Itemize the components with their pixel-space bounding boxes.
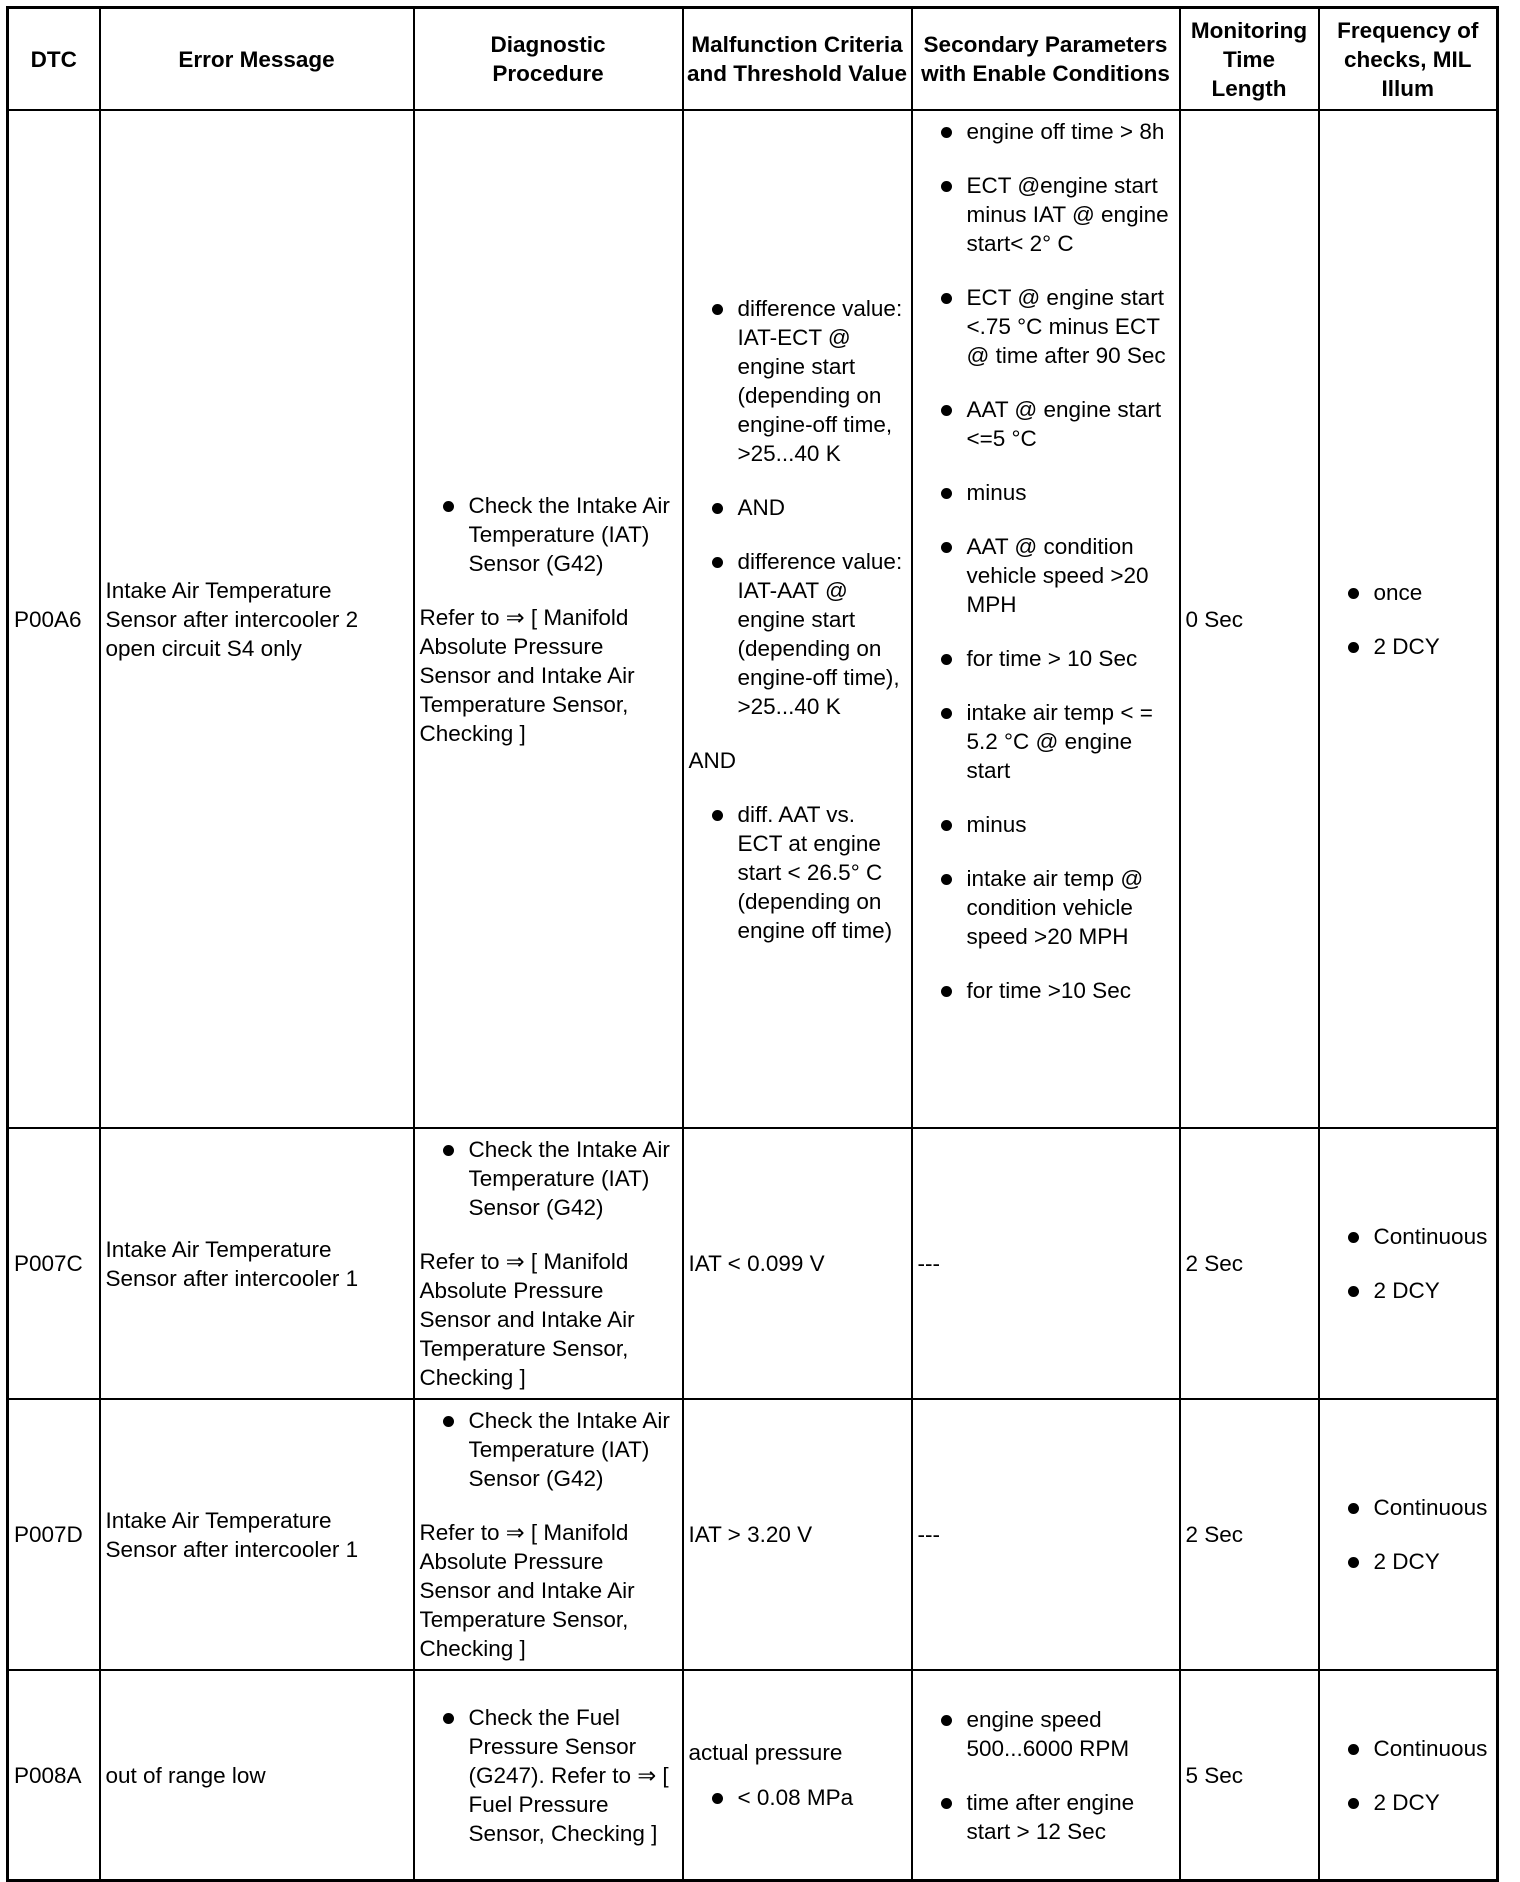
- dtc-table: [6, 6, 1499, 1882]
- diagnostic-reference: Refer to ⇒ [ Manifold Absolute Pressure Sensor and Intake Air Temperature Sensor, Checking ]: [419, 1249, 635, 1390]
- malfunction-item: difference value: IAT-AAT @ engine start (depending on engine-off time), >25...40 K: [689, 547, 906, 721]
- secondary-item: engine off time > 8h: [918, 117, 1174, 146]
- malfunction-criteria: [683, 110, 912, 1128]
- table-row: [8, 110, 1498, 1128]
- monitoring-time: 2 Sec: [1180, 1399, 1319, 1670]
- malfunction-item: diff. AAT vs. ECT at engine start < 26.5° C (depending on engine off time): [689, 800, 906, 945]
- monitoring-time: 0 Sec: [1180, 110, 1319, 1128]
- table-row: [8, 1399, 1498, 1670]
- secondary-item: time after engine start > 12 Sec: [918, 1788, 1174, 1846]
- malfunction-label: actual pressure: [688, 1740, 843, 1765]
- secondary-parameters: ---: [912, 1128, 1180, 1399]
- frequency-item: once: [1325, 578, 1492, 607]
- error-message: Intake Air Temperature Sensor after intercooler 2 open circuit S4 only: [100, 110, 414, 1128]
- diagnostic-procedure: [414, 110, 683, 1128]
- frequency: [1319, 110, 1498, 1128]
- error-message: out of range low: [100, 1670, 414, 1881]
- frequency-item: 2 DCY: [1325, 1788, 1492, 1817]
- dtc-code: P00A6: [8, 110, 100, 1128]
- diagnostic-step: Check the Intake Air Temperature (IAT) Sensor (G42): [420, 1135, 677, 1222]
- frequency: [1319, 1399, 1498, 1670]
- secondary-item: for time > 10 Sec: [918, 644, 1174, 673]
- header-secondary-parameters: Secondary Parameters with Enable Conditions: [912, 8, 1180, 111]
- diagnostic-procedure: [414, 1399, 683, 1670]
- header-frequency: Frequency of checks, MIL Illum: [1319, 8, 1498, 111]
- header-row: [8, 8, 1498, 111]
- diagnostic-reference: Refer to ⇒ [ Manifold Absolute Pressure Sensor and Intake Air Temperature Sensor, Checking ]: [419, 604, 635, 746]
- frequency-item: 2 DCY: [1325, 1547, 1492, 1576]
- frequency-item: 2 DCY: [1325, 1276, 1492, 1305]
- diagnostic-procedure: [414, 1128, 683, 1399]
- frequency: [1319, 1670, 1498, 1881]
- secondary-item: ECT @engine start minus IAT @ engine start< 2° C: [918, 171, 1174, 258]
- dtc-code: P007C: [8, 1128, 100, 1399]
- secondary-parameters: [912, 110, 1180, 1128]
- secondary-parameters: [912, 1670, 1180, 1881]
- table-row: [8, 1128, 1498, 1399]
- secondary-item: AAT @ condition vehicle speed >20 MPH: [918, 532, 1174, 619]
- secondary-parameters: ---: [912, 1399, 1180, 1670]
- dtc-code: P007D: [8, 1399, 100, 1670]
- diagnostic-reference: Refer to ⇒ [ Manifold Absolute Pressure Sensor and Intake Air Temperature Sensor, Checking ]: [419, 1520, 635, 1661]
- diagnostic-procedure: [414, 1670, 683, 1881]
- header-malfunction-criteria: Malfunction Criteria and Threshold Value: [683, 8, 912, 111]
- header-error-message: Error Message: [100, 8, 414, 111]
- header-dtc: DTC: [8, 8, 100, 111]
- error-message: Intake Air Temperature Sensor after intercooler 1: [100, 1128, 414, 1399]
- malfunction-criteria: IAT < 0.099 V: [683, 1128, 912, 1399]
- secondary-item: for time >10 Sec: [918, 976, 1174, 1005]
- page: [6, 6, 1496, 1882]
- diagnostic-step: Check the Intake Air Temperature (IAT) Sensor (G42): [420, 1406, 677, 1493]
- secondary-item: intake air temp < = 5.2 °C @ engine start: [918, 698, 1174, 785]
- malfunction-item: AND: [689, 493, 906, 522]
- frequency-item: Continuous: [1325, 1222, 1492, 1251]
- secondary-item: AAT @ engine start <=5 °C: [918, 395, 1174, 453]
- malfunction-item: < 0.08 MPa: [689, 1783, 906, 1812]
- frequency-item: Continuous: [1325, 1734, 1492, 1763]
- error-message: Intake Air Temperature Sensor after intercooler 1: [100, 1399, 414, 1670]
- malfunction-criteria: IAT > 3.20 V: [683, 1399, 912, 1670]
- secondary-item: ECT @ engine start <.75 °C minus ECT @ time after 90 Sec: [918, 283, 1174, 370]
- secondary-item: minus: [918, 478, 1174, 507]
- diagnostic-step: Check the Fuel Pressure Sensor (G247). Refer to ⇒ [ Fuel Pressure Sensor, Checking ]: [420, 1703, 677, 1848]
- secondary-item: engine speed 500...6000 RPM: [918, 1705, 1174, 1763]
- frequency: [1319, 1128, 1498, 1399]
- secondary-item: intake air temp @ condition vehicle speed >20 MPH: [918, 864, 1174, 951]
- dtc-code: P008A: [8, 1670, 100, 1881]
- monitoring-time: 2 Sec: [1180, 1128, 1319, 1399]
- header-diagnostic-procedure: Diagnostic Procedure: [414, 8, 683, 111]
- malfunction-item: difference value: IAT-ECT @ engine start (depending on engine-off time, >25...40 K: [689, 294, 906, 468]
- malfunction-criteria: [683, 1670, 912, 1881]
- monitoring-time: 5 Sec: [1180, 1670, 1319, 1881]
- malfunction-connector: AND: [688, 747, 737, 773]
- frequency-item: Continuous: [1325, 1493, 1492, 1522]
- secondary-item: minus: [918, 810, 1174, 839]
- header-monitoring-time: Monitoring Time Length: [1180, 8, 1319, 111]
- diagnostic-step: Check the Intake Air Temperature (IAT) Sensor (G42): [420, 491, 677, 578]
- frequency-item: 2 DCY: [1325, 632, 1492, 661]
- table-row: [8, 1670, 1498, 1881]
